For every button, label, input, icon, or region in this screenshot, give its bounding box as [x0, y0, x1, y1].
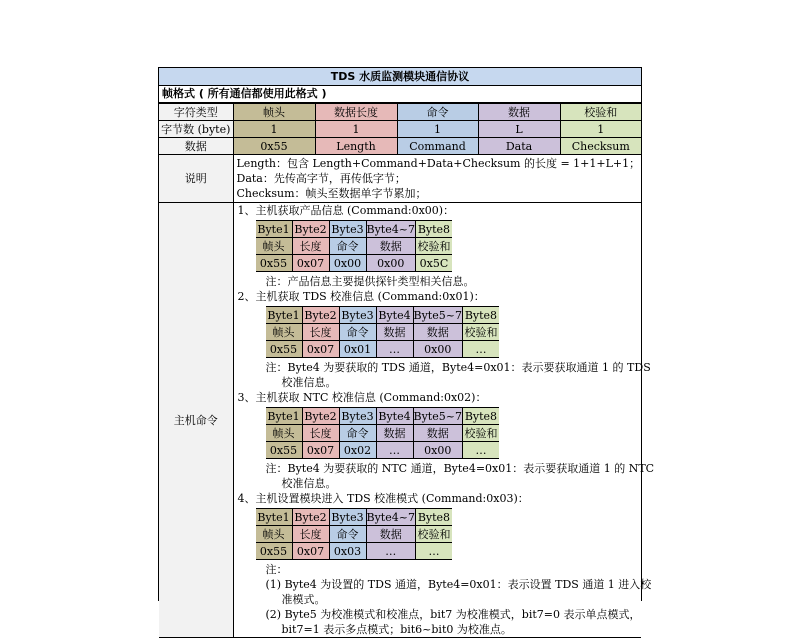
row-label: 字符类型 — [159, 104, 233, 121]
cell: 校验和 — [560, 104, 641, 121]
cell: 0x55 — [233, 138, 315, 155]
byte-cell: Byte2 — [302, 408, 339, 425]
protocol-table — [159, 103, 655, 638]
byte-cell: Byte5~7 — [413, 308, 462, 322]
byte-cell: 0x07 — [292, 255, 329, 272]
byte-cell: 长度 — [302, 324, 339, 341]
frame-row-data — [159, 138, 641, 155]
cell: Data — [478, 138, 560, 155]
cell: 1 — [233, 121, 315, 138]
cell: Length — [315, 138, 397, 155]
cell: Checksum — [560, 138, 641, 155]
command-section — [234, 203, 642, 289]
byte-table-row — [266, 324, 499, 341]
byte-cell: 帧头 — [266, 324, 303, 341]
byte-cell: 帧头 — [266, 425, 303, 442]
cell: 1 — [315, 121, 397, 138]
description-line: Length：包含 Length+Command+Data+Checksum 的长度 = 1+1+L+1； — [236, 157, 641, 170]
description-body — [233, 155, 641, 203]
host-command-body — [233, 203, 655, 638]
byte-cell: 校验和 — [417, 239, 451, 253]
byte-cell: Byte3 — [329, 221, 366, 238]
byte-cell: Byte1 — [266, 307, 303, 324]
byte-table-row — [256, 526, 452, 543]
byte-cell: Byte8 — [462, 408, 499, 425]
byte-cell: 校验和 — [417, 527, 451, 541]
cell: L — [478, 121, 560, 138]
command-section — [234, 390, 655, 491]
command-byte-table — [256, 508, 452, 560]
byte-table-row — [266, 341, 499, 358]
description-line: Data：先传高字节，再传低字节； — [236, 172, 406, 185]
command-list — [234, 203, 655, 637]
byte-cell: 命令 — [339, 425, 376, 442]
host-command-row — [159, 203, 641, 638]
byte-cell: 0x00 — [366, 255, 415, 272]
command-heading: 3、主机获取 NTC 校准信息 (Command:0x02)： — [237, 391, 487, 404]
cell: 1 — [560, 121, 641, 138]
byte-cell: 数据 — [366, 238, 415, 255]
byte-cell: 0x07 — [302, 442, 339, 459]
byte-cell: Byte5~7 — [413, 409, 462, 423]
byte-table-row — [256, 238, 452, 255]
cell: 1 — [397, 121, 478, 138]
byte-cell: 0x00 — [329, 255, 366, 272]
byte-cell: 0x01 — [339, 341, 376, 358]
byte-table-row — [256, 221, 452, 238]
description-row — [159, 155, 641, 203]
byte-cell: Byte4 — [376, 307, 413, 324]
command-note: (2) Byte5 为校准模式和校准点，bit7 为校准模式，bit7=0 表示单点模式， — [265, 608, 641, 621]
command-note: (1) Byte4 为设置的 TDS 通道，Byte4=0x01：表示设置 TDS 通道 1 进入校 — [265, 578, 652, 591]
byte-cell: 0x07 — [292, 543, 329, 560]
command-heading: 2、主机获取 TDS 校准信息 (Command:0x01)： — [237, 290, 485, 303]
command-byte-table — [256, 220, 452, 272]
row-label: 字节数 (byte) — [159, 121, 233, 138]
byte-cell: … — [366, 543, 415, 560]
byte-table-row — [266, 442, 499, 459]
byte-cell: 校验和 — [464, 426, 498, 440]
description-line: Checksum：帧头至数据单字节累加； — [236, 187, 427, 200]
byte-cell: Byte1 — [266, 408, 303, 425]
byte-cell: Byte4~7 — [366, 222, 415, 236]
byte-table-row — [266, 408, 499, 425]
command-note: 校准信息。 — [281, 477, 337, 490]
byte-cell: … — [415, 543, 452, 560]
byte-cell: 帧头 — [256, 238, 293, 255]
byte-cell: Byte3 — [339, 307, 376, 324]
command-note: 注：Byte4 为要获取的 NTC 通道，Byte4=0x01：表示要获取通道 1 的 NTC — [265, 462, 655, 475]
byte-cell: 数据 — [366, 526, 415, 543]
byte-cell: 0x03 — [329, 543, 366, 560]
command-heading: 4、主机设置模块进入 TDS 校准模式 (Command:0x03)： — [237, 492, 529, 505]
frame-row-bytes — [159, 121, 641, 138]
byte-cell: 0x55 — [266, 341, 303, 358]
byte-cell: 0x55 — [256, 543, 293, 560]
byte-table-row — [256, 509, 452, 526]
byte-cell: … — [376, 341, 413, 358]
command-byte-table — [266, 407, 499, 459]
command-section — [234, 491, 652, 637]
byte-cell: Byte2 — [302, 307, 339, 324]
command-note: 校准信息。 — [281, 376, 337, 389]
byte-cell: 长度 — [292, 238, 329, 255]
cell: 命令 — [397, 104, 478, 121]
command-note: bit7=1 表示多点模式；bit6~bit0 为校准点。 — [281, 623, 512, 636]
command-byte-table — [266, 306, 499, 358]
command-section — [234, 289, 651, 390]
byte-cell: Byte1 — [256, 221, 293, 238]
byte-cell: 命令 — [329, 238, 366, 255]
byte-cell: 帧头 — [256, 526, 293, 543]
protocol-document — [158, 67, 655, 636]
byte-cell: 命令 — [329, 526, 366, 543]
byte-cell: 0x00 — [413, 341, 462, 358]
command-heading: 1、主机获取产品信息 (Command:0x00)： — [237, 204, 455, 217]
frame-format-label: 帧格式 ( 所有通信都使用此格式 ) — [159, 86, 641, 103]
host-command-label: 主机命令 — [159, 203, 233, 638]
byte-cell: 数据 — [413, 324, 462, 341]
byte-cell: 校验和 — [464, 325, 498, 339]
cell: 数据长度 — [315, 104, 397, 121]
command-note: 注：Byte4 为要获取的 TDS 通道，Byte4=0x01：表示要获取通道 1 的 TDS — [265, 361, 651, 374]
byte-cell: Byte3 — [339, 408, 376, 425]
byte-table-row — [266, 425, 499, 442]
byte-table-row — [266, 307, 499, 324]
byte-table-row — [256, 255, 452, 272]
byte-cell: Byte8 — [415, 509, 452, 526]
byte-cell: 数据 — [376, 425, 413, 442]
byte-cell: Byte4 — [376, 408, 413, 425]
cell: 数据 — [478, 104, 560, 121]
cell: 帧头 — [233, 104, 315, 121]
byte-cell: 0x55 — [266, 442, 303, 459]
byte-table-row — [256, 543, 452, 560]
byte-cell: 0x00 — [413, 442, 462, 459]
byte-cell: 0x02 — [339, 442, 376, 459]
command-note: 准模式。 — [281, 593, 326, 606]
byte-cell: Byte8 — [462, 307, 499, 324]
byte-cell: 命令 — [339, 324, 376, 341]
byte-cell: 数据 — [376, 324, 413, 341]
byte-cell: Byte2 — [292, 221, 329, 238]
byte-cell: 数据 — [413, 425, 462, 442]
byte-cell: … — [462, 442, 499, 459]
byte-cell: … — [376, 442, 413, 459]
byte-cell: Byte3 — [329, 509, 366, 526]
byte-cell: Byte8 — [415, 221, 452, 238]
byte-cell: 0x55 — [256, 255, 293, 272]
byte-cell: … — [462, 341, 499, 358]
byte-cell: 长度 — [292, 526, 329, 543]
frame-row-type — [159, 104, 641, 121]
byte-cell: Byte2 — [292, 509, 329, 526]
document-title: TDS 水质监测模块通信协议 — [159, 68, 641, 86]
cell: Command — [397, 138, 478, 155]
byte-cell: 0x07 — [302, 341, 339, 358]
byte-cell: Byte1 — [256, 509, 293, 526]
row-label: 数据 — [159, 138, 233, 155]
description-label: 说明 — [159, 155, 233, 203]
command-note: 注： — [265, 563, 288, 576]
byte-cell: 0x5C — [415, 255, 452, 272]
byte-cell: Byte4~7 — [366, 510, 415, 524]
byte-cell: 长度 — [302, 425, 339, 442]
command-note: 注：产品信息主要提供探针类型相关信息。 — [265, 275, 475, 288]
